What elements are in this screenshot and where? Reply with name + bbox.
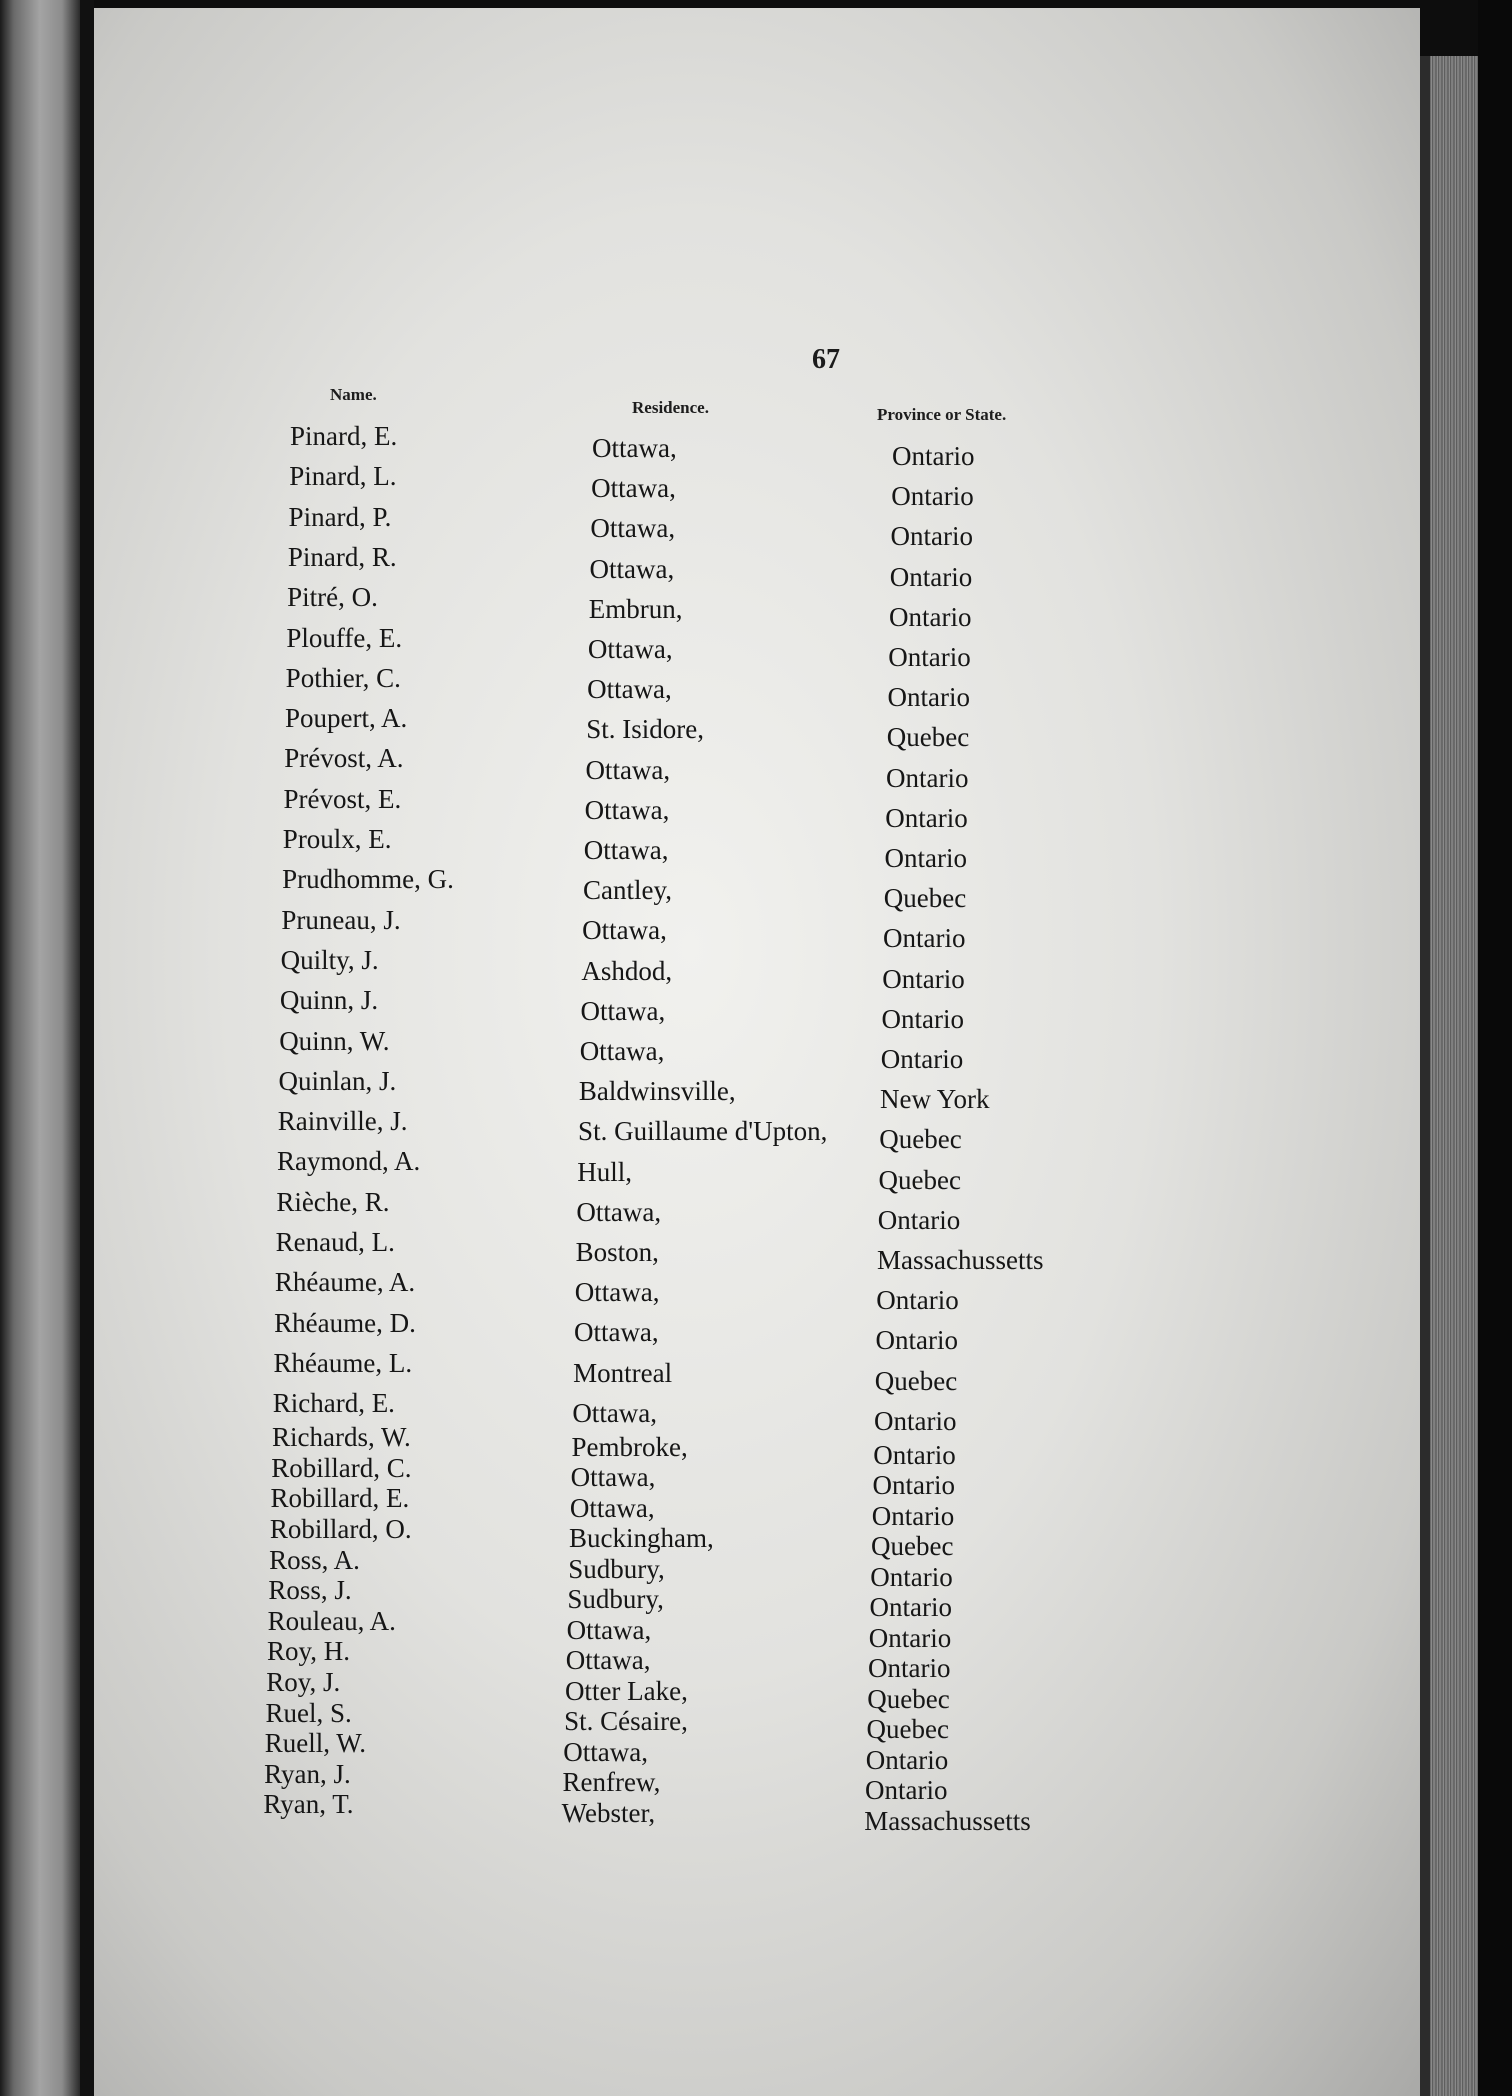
name-cell: Rhéaume, A. (274, 1267, 416, 1298)
name-cell: Pinard, R. (287, 541, 397, 572)
name-cell: Rainville, J. (277, 1106, 408, 1137)
name-cell: Rhéaume, L. (273, 1347, 413, 1378)
table-row (94, 1186, 1420, 1235)
name-cell: Robillard, O. (269, 1514, 412, 1544)
table-row (94, 824, 1420, 873)
name-cell: Pruneau, J. (281, 904, 401, 935)
residence-cell: Ottawa, (563, 1736, 649, 1767)
column-header-province: Province or State. (877, 405, 1007, 424)
province-cell: Ontario (881, 1003, 964, 1034)
name-cell: Pothier, C. (285, 662, 401, 693)
name-cell: Ruel, S. (265, 1697, 352, 1728)
residence-cell: Ottawa, (590, 513, 676, 544)
table-row (94, 743, 1420, 793)
province-cell: Ontario (868, 1653, 951, 1684)
province-cell: Quebec (878, 1164, 961, 1195)
residence-cell: Ottawa, (584, 794, 670, 825)
name-cell: Ruell, W. (264, 1728, 367, 1759)
residence-cell: Hull, (577, 1156, 632, 1187)
province-cell: Massachussetts (877, 1245, 1044, 1275)
residence-cell: Ottawa, (572, 1397, 658, 1428)
facing-page-edge (0, 0, 80, 2096)
table-row (94, 1227, 1420, 1275)
residence-cell: Baldwinsville, (578, 1076, 736, 1107)
residence-cell: Ottawa, (573, 1317, 659, 1348)
province-cell: Ontario (876, 1285, 959, 1316)
name-cell: Roy, H. (266, 1636, 350, 1667)
province-cell: Quebec (883, 883, 967, 914)
name-cell: Pinard, E. (290, 421, 398, 451)
residence-cell: Ottawa, (580, 995, 666, 1026)
province-cell: Ontario (865, 1744, 949, 1775)
province-cell: Ontario (884, 843, 967, 873)
name-cell: Prudhomme, G. (282, 864, 454, 895)
province-cell: Ontario (891, 481, 974, 512)
table-row (94, 501, 1420, 552)
table-row (94, 541, 1420, 592)
name-cell: Ryan, T. (263, 1789, 354, 1820)
residence-cell: St. Isidore, (586, 714, 704, 745)
table-row (94, 1065, 1420, 1115)
table-row (94, 582, 1420, 632)
name-cell: Rièche, R. (276, 1186, 390, 1217)
residence-cell: Ottawa, (585, 754, 671, 785)
column-header-name: Name. (330, 385, 377, 404)
residence-cell: St. Guillaume d'Upton, (578, 1116, 828, 1147)
province-cell: Ontario (870, 1561, 953, 1592)
province-cell: Ontario (874, 1405, 957, 1436)
residence-cell: Ottawa, (570, 1462, 656, 1493)
residence-cell: Ottawa, (574, 1277, 660, 1308)
province-cell: Ontario (871, 1500, 955, 1531)
name-cell: Rouleau, A. (267, 1605, 396, 1636)
book-gutter (80, 0, 94, 2096)
table-row (94, 1267, 1420, 1316)
name-cell: Roy, J. (266, 1667, 341, 1697)
table-row (94, 1146, 1420, 1195)
residence-cell: Ottawa, (592, 433, 677, 463)
name-cell: Richards, W. (272, 1422, 411, 1453)
province-cell: Ontario (892, 441, 975, 471)
province-cell: Ontario (887, 682, 970, 713)
name-cell: Prévost, A. (284, 743, 404, 774)
table-row (94, 944, 1420, 994)
residence-cell: Cantley, (582, 875, 672, 906)
province-cell: Ontario (885, 802, 968, 833)
province-cell: New York (880, 1084, 990, 1115)
name-cell: Poupert, A. (284, 703, 408, 734)
column-header-residence: Residence. (632, 398, 709, 417)
province-cell: Ontario (890, 521, 973, 552)
name-cell: Plouffe, E. (286, 622, 403, 653)
name-cell: Pinard, P. (288, 501, 392, 532)
name-cell: Robillard, E. (270, 1483, 410, 1514)
residence-cell: Embrun, (588, 593, 683, 624)
name-cell: Ryan, J. (264, 1758, 351, 1789)
province-cell: Quebec (866, 1714, 949, 1745)
name-cell: Quilty, J. (280, 944, 379, 975)
province-cell: Ontario (880, 1044, 964, 1074)
province-cell: Ontario (873, 1439, 956, 1470)
table-row (94, 864, 1420, 914)
page-stack-shadow (1420, 56, 1430, 2096)
province-cell: Ontario (883, 923, 966, 954)
residence-cell: Ottawa, (587, 634, 673, 664)
province-cell: Ontario (889, 561, 973, 592)
table-row (94, 1347, 1420, 1396)
residence-cell: St. Césaire, (564, 1706, 688, 1737)
province-cell: Ontario (882, 963, 965, 994)
name-cell: Prévost, E. (283, 783, 402, 814)
province-cell: Massachussetts (864, 1805, 1031, 1836)
table-row (94, 421, 1420, 471)
page-number: 67 (812, 344, 840, 375)
name-cell: Rhéaume, D. (274, 1307, 416, 1338)
residence-cell: Ottawa, (569, 1492, 655, 1523)
residence-cell: Ottawa, (576, 1196, 662, 1227)
province-cell: Ontario (875, 1325, 958, 1356)
residence-cell: Ashdod, (581, 955, 673, 986)
name-cell: Quinn, J. (279, 985, 379, 1016)
province-cell: Ontario (888, 642, 971, 672)
table-row (94, 1307, 1420, 1356)
name-cell: Pitré, O. (287, 582, 378, 613)
residence-cell: Buckingham, (569, 1523, 714, 1554)
residence-cell: Webster, (561, 1797, 656, 1828)
residence-cell: Ottawa, (591, 473, 676, 504)
residence-cell: Ottawa, (579, 1036, 665, 1066)
residence-cell: Montreal (573, 1357, 673, 1388)
table-row (94, 1106, 1420, 1155)
book-cover-edge (1478, 0, 1512, 2096)
table-row (94, 1025, 1420, 1074)
residence-cell: Ottawa, (565, 1645, 651, 1676)
residence-cell: Ottawa, (583, 835, 669, 865)
province-cell: Quebec (886, 722, 970, 753)
residence-cell: Ottawa, (587, 674, 672, 705)
document-page (94, 8, 1420, 2096)
residence-cell: Otter Lake, (564, 1675, 688, 1706)
province-cell: Ontario (877, 1204, 961, 1235)
province-cell: Ontario (889, 601, 972, 632)
residence-cell: Renfrew, (562, 1767, 661, 1798)
province-cell: Ontario (869, 1592, 952, 1623)
name-cell: Pinard, L. (289, 461, 397, 492)
name-cell: Ross, J. (268, 1575, 352, 1606)
residence-cell: Sudbury, (568, 1553, 665, 1584)
province-cell: Ontario (886, 762, 969, 793)
residence-cell: Ottawa, (566, 1614, 652, 1645)
province-cell: Quebec (871, 1531, 954, 1562)
name-cell: Quinn, W. (279, 1025, 390, 1056)
province-cell: Quebec (867, 1683, 950, 1714)
residence-cell: Pembroke, (571, 1431, 688, 1462)
table-row (94, 703, 1420, 753)
table-row (94, 783, 1420, 833)
name-cell: Quinlan, J. (278, 1065, 397, 1096)
province-cell: Ontario (868, 1622, 952, 1653)
province-cell: Ontario (865, 1775, 948, 1806)
residence-cell: Ottawa, (582, 915, 667, 946)
name-cell: Renaud, L. (275, 1227, 395, 1257)
residence-cell: Sudbury, (567, 1584, 664, 1615)
province-cell: Quebec (874, 1365, 958, 1396)
table-row (94, 904, 1420, 954)
table-row (94, 1388, 1420, 1436)
residence-cell: Ottawa, (589, 553, 675, 584)
name-cell: Ross, A. (269, 1544, 360, 1575)
table-row (94, 985, 1420, 1034)
name-cell: Proulx, E. (282, 824, 392, 854)
name-cell: Robillard, C. (271, 1452, 412, 1483)
table-row (94, 662, 1420, 713)
table-row (94, 461, 1420, 512)
residence-cell: Boston, (575, 1237, 659, 1267)
province-cell: Quebec (879, 1124, 962, 1155)
province-cell: Ontario (872, 1470, 955, 1501)
name-cell: Raymond, A. (277, 1146, 421, 1177)
name-cell: Richard, E. (272, 1388, 395, 1419)
table-row (94, 622, 1420, 672)
